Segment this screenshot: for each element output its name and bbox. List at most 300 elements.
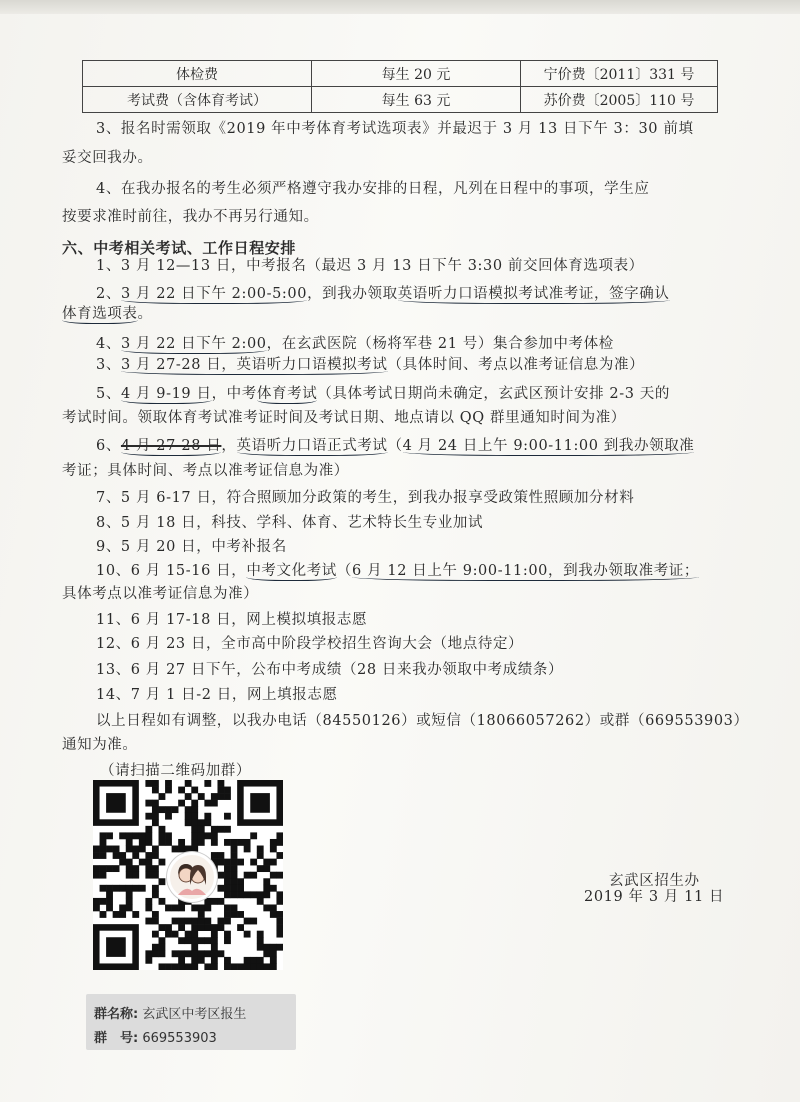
qr-module — [185, 937, 192, 944]
fee-table — [82, 60, 718, 113]
item-number: 3、 — [96, 357, 121, 373]
qr-module — [211, 937, 218, 944]
qr-module — [224, 813, 231, 820]
qr-module — [231, 963, 238, 970]
qr-module — [132, 872, 139, 879]
qr-module — [191, 944, 198, 951]
qr-module — [224, 963, 231, 970]
qr-module — [152, 872, 159, 879]
qr-module — [270, 904, 277, 911]
qr-module — [113, 846, 120, 853]
qr-module — [152, 806, 159, 813]
qr-module — [106, 904, 113, 911]
qr-module — [185, 793, 192, 800]
item-number: 4、 — [96, 336, 121, 352]
qr-module — [276, 832, 283, 839]
qr-module — [237, 963, 244, 970]
qr-module — [191, 937, 198, 944]
qr-module — [211, 931, 218, 938]
qr-module — [250, 891, 257, 898]
qr-module — [178, 963, 185, 970]
qr-module — [132, 846, 139, 853]
qr-module — [211, 963, 218, 970]
group-number-label: 群 号: — [94, 1031, 139, 1046]
qr-module — [152, 865, 159, 872]
qr-module — [204, 963, 211, 970]
qr-module — [204, 813, 211, 820]
qr-module — [191, 832, 198, 839]
struck-date: 4 月 27-28 日 — [120, 438, 222, 454]
qr-caption: （请扫描二维码加群） — [100, 763, 251, 779]
qr-module — [191, 826, 198, 833]
qq-group-card — [86, 994, 296, 1050]
underlined-text: 英语听力口语模拟考试准考证，签字确认 — [397, 286, 670, 302]
qr-module — [263, 865, 270, 872]
qr-code[interactable] — [93, 780, 283, 970]
qr-module — [217, 787, 224, 794]
qr-module — [106, 898, 113, 905]
qr-module — [126, 891, 133, 898]
qr-module — [145, 957, 152, 964]
group-number-row — [94, 1027, 217, 1046]
qr-module — [198, 832, 205, 839]
qr-module — [159, 878, 166, 885]
qr-module — [257, 957, 264, 964]
qr-module — [159, 826, 166, 833]
qr-module — [152, 852, 159, 859]
underlined-text: 体育考试 — [256, 386, 318, 402]
qr-module — [191, 924, 198, 931]
qr-module — [231, 891, 238, 898]
qr-module — [250, 957, 257, 964]
qr-module — [191, 963, 198, 970]
qr-module — [217, 924, 224, 931]
qr-module — [263, 904, 270, 911]
qr-module — [100, 852, 107, 859]
qr-module — [159, 924, 166, 931]
qr-module — [191, 819, 198, 826]
qr-module — [145, 859, 152, 866]
qr-module — [165, 839, 172, 846]
qr-module — [106, 865, 113, 872]
qr-module — [126, 872, 133, 879]
note-3-line-1: 3、报名时需领取《2019 年中考体育考试选项表》并最迟于 3 月 13 日下午 3：30 前填 — [96, 121, 694, 137]
qr-module — [100, 872, 107, 879]
qr-module — [165, 963, 172, 970]
qr-module — [198, 924, 205, 931]
qr-module — [211, 826, 218, 833]
qr-module — [119, 832, 126, 839]
qr-module — [211, 800, 218, 807]
qr-module — [145, 852, 152, 859]
qr-module — [191, 918, 198, 925]
qr-module — [244, 931, 251, 938]
qr-module — [231, 904, 238, 911]
qr-module — [244, 839, 251, 846]
underlined-text: 英语听力口语正式考试 — [236, 438, 388, 454]
qr-module — [178, 800, 185, 807]
qr-module — [165, 787, 172, 794]
qr-module — [145, 839, 152, 846]
qr-module — [172, 806, 179, 813]
qr-module — [159, 793, 166, 800]
qr-module — [145, 898, 152, 905]
qr-module — [237, 859, 244, 866]
qr-module — [191, 839, 198, 846]
qr-module — [145, 813, 152, 820]
qr-module — [113, 911, 120, 918]
qr-module — [231, 911, 238, 918]
qr-module — [217, 780, 224, 787]
qr-module — [204, 950, 211, 957]
qr-module — [257, 963, 264, 970]
qr-module — [145, 826, 152, 833]
schedule-item-13: 13、6 月 27 日下午，公布中考成绩（28 日来我办领取中考成绩条） — [96, 662, 564, 678]
qr-module — [224, 918, 231, 925]
qr-module — [224, 885, 231, 892]
qr-module — [198, 918, 205, 925]
qr-module — [224, 891, 231, 898]
qr-module — [172, 931, 179, 938]
underlined-date: 4 月 9-19 日 — [120, 386, 212, 402]
qr-module — [276, 891, 283, 898]
qr-module — [159, 832, 166, 839]
qr-module — [119, 904, 126, 911]
qr-module — [119, 859, 126, 866]
qr-module — [217, 826, 224, 833]
qr-module — [198, 839, 205, 846]
qr-module — [257, 865, 264, 872]
fee-basis: 宁价费〔2011〕331 号 — [521, 61, 718, 87]
qr-module — [224, 839, 231, 846]
qr-module — [231, 865, 238, 872]
qr-module — [100, 832, 107, 839]
qr-module — [191, 800, 198, 807]
qr-module — [165, 806, 172, 813]
qr-module — [113, 865, 120, 872]
qr-module — [178, 839, 185, 846]
qr-module — [276, 839, 283, 846]
qr-module — [93, 865, 100, 872]
qr-module — [132, 865, 139, 872]
qr-module — [270, 944, 277, 951]
item-number: 2、 — [96, 286, 121, 302]
qr-module — [185, 931, 192, 938]
fee-amount: 每生 20 元 — [312, 61, 521, 87]
qr-module — [132, 911, 139, 918]
qr-module — [126, 839, 133, 846]
qr-module — [217, 859, 224, 866]
qr-module — [178, 937, 185, 944]
qr-module — [152, 931, 159, 938]
schedule-item-2 — [96, 284, 670, 304]
qr-module — [159, 806, 166, 813]
qr-module — [145, 904, 152, 911]
qr-module — [185, 780, 192, 787]
underlined-date: 3 月 22 日下午 2:00 — [120, 336, 267, 352]
qr-module — [126, 885, 133, 892]
qr-module — [172, 904, 179, 911]
note-3-line-2: 妥交回我办。 — [62, 150, 153, 166]
qr-module — [237, 891, 244, 898]
qr-module — [172, 918, 179, 925]
qr-module — [224, 931, 231, 938]
qr-module — [191, 904, 198, 911]
schedule-item-12: 12、6 月 23 日，全市高中阶段学校招生咨询大会（地点待定） — [96, 636, 524, 652]
qr-module — [211, 924, 218, 931]
qr-module — [93, 872, 100, 879]
schedule-item-10 — [96, 561, 699, 581]
qr-module — [211, 957, 218, 964]
qr-module — [211, 950, 218, 957]
qr-finder-square — [106, 793, 126, 813]
qr-module — [113, 885, 120, 892]
qr-module — [126, 898, 133, 905]
qr-module — [276, 911, 283, 918]
qr-module — [159, 839, 166, 846]
qr-module — [198, 937, 205, 944]
schedule-item-14: 14、7 月 1 日-2 日，网上填报志愿 — [96, 687, 338, 703]
qr-module — [270, 846, 277, 853]
qr-module — [237, 878, 244, 885]
qr-module — [231, 846, 238, 853]
qr-module — [257, 944, 264, 951]
qr-module — [257, 898, 264, 905]
qr-module — [139, 839, 146, 846]
qr-module — [100, 898, 107, 905]
qr-module — [237, 911, 244, 918]
qr-module — [276, 852, 283, 859]
section-6-heading: 六、中考相关考试、工作日程安排 — [62, 239, 297, 257]
signature-date: 2019 年 3 月 11 日 — [584, 889, 725, 905]
qr-module — [126, 865, 133, 872]
qr-module — [191, 957, 198, 964]
qr-module — [204, 780, 211, 787]
qr-module — [250, 832, 257, 839]
qr-module — [191, 787, 198, 794]
qr-module — [250, 963, 257, 970]
qr-module — [224, 787, 231, 794]
qr-module — [270, 839, 277, 846]
qr-module — [152, 819, 159, 826]
qr-module — [100, 911, 107, 918]
qr-module — [159, 937, 166, 944]
qr-module — [145, 800, 152, 807]
qr-module — [152, 813, 159, 820]
signature-office: 玄武区招生办 — [609, 873, 700, 889]
qr-module — [159, 944, 166, 951]
closing-line-2: 通知为准。 — [62, 737, 138, 753]
schedule-item-6 — [96, 436, 694, 456]
item-text: 10、6 月 15-16 日， — [96, 563, 247, 579]
qr-module — [263, 878, 270, 885]
fee-item: 体检费 — [83, 61, 312, 87]
qr-module — [185, 950, 192, 957]
qr-module — [165, 813, 172, 820]
underlined-text: 体育选项表 — [62, 306, 138, 322]
item-text: （ — [387, 438, 403, 454]
qr-module — [178, 904, 185, 911]
qr-module — [276, 944, 283, 951]
qr-module — [185, 819, 192, 826]
qr-module — [152, 800, 159, 807]
qr-module — [165, 931, 172, 938]
qr-module — [126, 846, 133, 853]
qr-module — [145, 950, 152, 957]
qr-module — [257, 891, 264, 898]
qr-module — [224, 904, 231, 911]
qr-module — [224, 911, 231, 918]
qr-module — [198, 950, 205, 957]
qr-module — [270, 950, 277, 957]
qr-module — [93, 904, 100, 911]
qr-module — [217, 885, 224, 892]
item-text: 。 — [137, 306, 153, 322]
qr-module — [185, 963, 192, 970]
qr-module — [257, 937, 264, 944]
qr-module — [217, 918, 224, 925]
qr-module — [93, 852, 100, 859]
qr-module — [126, 904, 133, 911]
qr-module — [204, 832, 211, 839]
item-number: 6、 — [96, 438, 121, 454]
qr-module — [172, 846, 179, 853]
qr-module — [270, 872, 277, 879]
note-4-line-2: 按要求准时前往，我办不再另行通知。 — [62, 209, 319, 225]
group-avatar-icon — [167, 852, 217, 902]
schedule-item-3 — [96, 355, 644, 375]
qr-module — [159, 898, 166, 905]
qr-module — [165, 832, 172, 839]
qr-module — [191, 806, 198, 813]
qr-module — [231, 885, 238, 892]
qr-module — [119, 852, 126, 859]
qr-module — [257, 846, 264, 853]
qr-module — [250, 918, 257, 925]
qr-module — [217, 793, 224, 800]
qr-module — [132, 852, 139, 859]
qr-module — [198, 904, 205, 911]
group-name-value: 玄武区中考区报生 — [142, 1007, 247, 1022]
group-number-value: 669553903 — [142, 1031, 217, 1046]
qr-module — [224, 872, 231, 879]
qr-module — [191, 950, 198, 957]
qr-module — [100, 865, 107, 872]
qr-module — [152, 944, 159, 951]
qr-module — [204, 904, 211, 911]
schedule-item-8: 8、5 月 18 日，科技、学科、体育、艺术特长生专业加试 — [96, 515, 484, 531]
qr-module — [224, 957, 231, 964]
qr-module — [204, 800, 211, 807]
qr-module — [276, 931, 283, 938]
qr-module — [211, 793, 218, 800]
note-4-line-1: 4、在我办报名的考生必须严格遵守我办安排的日程，凡列在日程中的事项，学生应 — [96, 181, 650, 197]
qr-module — [93, 898, 100, 905]
qr-module — [270, 885, 277, 892]
qr-module — [191, 813, 198, 820]
item-text: （ — [336, 563, 353, 579]
qr-module — [244, 891, 251, 898]
qr-module — [263, 891, 270, 898]
qr-module — [132, 885, 139, 892]
schedule-item-1: 1、3 月 12—13 日，中考报名（最迟 3 月 13 日下午 3:30 前交回体育选项表） — [96, 258, 644, 274]
qr-module — [257, 931, 264, 938]
qr-module — [263, 963, 270, 970]
group-name-row — [94, 1003, 246, 1022]
qr-module — [204, 937, 211, 944]
qr-module — [198, 826, 205, 833]
item-number: 5、 — [96, 386, 121, 402]
qr-module — [224, 793, 231, 800]
schedule-item-6-line-2: 考证；具体时间、考点以准考证信息为准） — [62, 463, 349, 479]
qr-module — [224, 826, 231, 833]
qr-module — [119, 911, 126, 918]
group-name-label: 群名称: — [94, 1007, 139, 1022]
qr-module — [231, 872, 238, 879]
qr-module — [217, 950, 224, 957]
qr-module — [224, 865, 231, 872]
item-text: ， — [221, 438, 237, 454]
qr-module — [139, 846, 146, 853]
qr-module — [139, 885, 146, 892]
qr-module — [106, 885, 113, 892]
qr-module — [172, 963, 179, 970]
qr-finder-square — [106, 937, 126, 957]
qr-module — [231, 878, 238, 885]
qr-module — [159, 950, 166, 957]
item-text: ，中考 — [211, 386, 257, 402]
qr-module — [237, 924, 244, 931]
qr-module — [113, 852, 120, 859]
schedule-item-2-line-2 — [62, 304, 153, 324]
qr-module — [165, 904, 172, 911]
qr-module — [250, 859, 257, 866]
qr-module — [139, 859, 146, 866]
qr-module — [93, 846, 100, 853]
schedule-item-7: 7、5 月 6-17 日，符合照顾加分政策的考生，到我办报享受政策性照顾加分材料 — [96, 490, 635, 506]
qr-module — [185, 918, 192, 925]
table-row — [83, 61, 718, 87]
qr-module — [152, 885, 159, 892]
schedule-item-9: 9、5 月 20 日，中考补报名 — [96, 539, 287, 555]
qr-module — [165, 780, 172, 787]
qr-module — [191, 931, 198, 938]
qr-module — [165, 924, 172, 931]
qr-module — [244, 957, 251, 964]
qr-module — [106, 846, 113, 853]
underlined-text: 6 月 12 日上午 9:00-11:00，到我办领取准考证； — [352, 563, 699, 579]
qr-module — [270, 859, 277, 866]
qr-module — [250, 872, 257, 879]
qr-module — [152, 891, 159, 898]
fee-basis: 苏价费〔2005〕110 号 — [521, 87, 718, 113]
qr-module — [172, 950, 179, 957]
qr-module — [204, 924, 211, 931]
qr-module — [257, 852, 264, 859]
qr-module — [231, 859, 238, 866]
qr-module — [276, 872, 283, 879]
qr-module — [152, 780, 159, 787]
item-text: （具体考试日期尚未确定，玄武区预计安排 2-3 天的 — [317, 386, 670, 402]
qr-module — [237, 885, 244, 892]
qr-module — [185, 813, 192, 820]
fee-amount: 每生 63 元 — [312, 87, 521, 113]
qr-module — [270, 957, 277, 964]
qr-module — [152, 787, 159, 794]
qr-module — [211, 944, 218, 951]
qr-module — [145, 865, 152, 872]
qr-module — [244, 963, 251, 970]
